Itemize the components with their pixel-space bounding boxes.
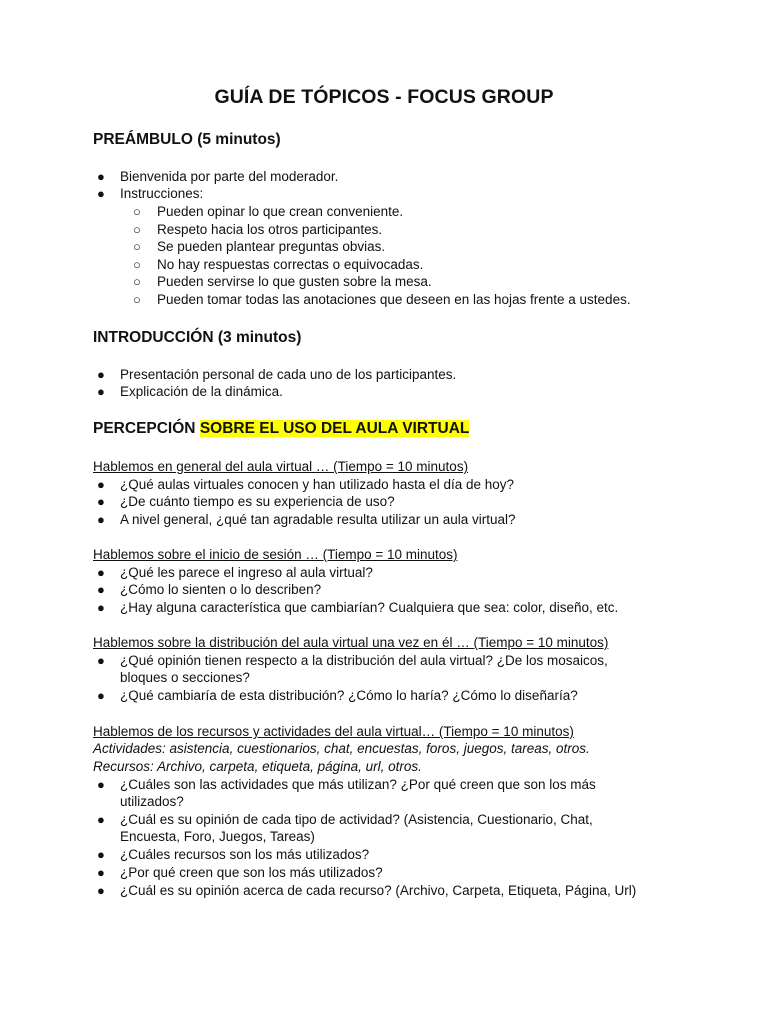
question-item: ¿Qué aulas virtuales conocen y han utilizado hasta el día de hoy? bbox=[120, 477, 514, 492]
bullet-icon: ● bbox=[97, 582, 105, 597]
bullet-icon: ● bbox=[97, 169, 105, 184]
subsection-heading: Hablemos de los recursos y actividades del aula virtual… (Tiempo = 10 minutos) bbox=[93, 724, 574, 739]
page-title: GUÍA DE TÓPICOS - FOCUS GROUP bbox=[214, 86, 554, 108]
bullet-icon: ● bbox=[97, 865, 105, 880]
bullet-icon: ● bbox=[97, 883, 105, 898]
subbullet-icon: ○ bbox=[133, 257, 141, 272]
sub-list-item: Se pueden plantear preguntas obvias. bbox=[157, 239, 386, 254]
list-item: Instrucciones: bbox=[120, 186, 204, 201]
subsection-heading: Hablemos en general del aula virtual … (Tiempo = 10 minutos) bbox=[93, 459, 469, 474]
subsection-heading: Hablemos sobre la distribución del aula virtual una vez en él … (Tiempo = 10 minutos) bbox=[93, 635, 609, 650]
subbullet-icon: ○ bbox=[133, 222, 141, 237]
question-item: ¿Cuál es su opinión acerca de cada recurso? (Archivo, Carpeta, Etiqueta, Página, Url) bbox=[120, 883, 637, 898]
question-item: ¿Qué opinión tienen respecto a la distribución del aula virtual? ¿De los mosaicos, bbox=[120, 653, 608, 668]
question-item-continuation: bloques o secciones? bbox=[120, 670, 250, 685]
list-item: Presentación personal de cada uno de los participantes. bbox=[120, 367, 457, 382]
sub-list-item: Pueden opinar lo que crean conveniente. bbox=[157, 204, 404, 219]
list-item: Bienvenida por parte del moderador. bbox=[120, 169, 339, 184]
question-item: ¿Qué les parece el ingreso al aula virtual? bbox=[120, 565, 373, 580]
sub-list-item: Respeto hacia los otros participantes. bbox=[157, 222, 383, 237]
sub-list-item: Pueden tomar todas las anotaciones que deseen en las hojas frente a ustedes. bbox=[157, 292, 631, 307]
sub-list-item: No hay respuestas correctas o equivocadas. bbox=[157, 257, 424, 272]
heading-text: PERCEPCIÓN bbox=[93, 420, 200, 437]
activities-note: Actividades: asistencia, cuestionarios, chat, encuestas, foros, juegos, tareas, otros. bbox=[93, 741, 590, 756]
bullet-icon: ● bbox=[97, 477, 105, 492]
bullet-icon: ● bbox=[97, 653, 105, 668]
section-heading-introduccion: INTRODUCCIÓN (3 minutos) bbox=[93, 329, 302, 346]
subbullet-icon: ○ bbox=[133, 204, 141, 219]
subbullet-icon: ○ bbox=[133, 239, 141, 254]
question-item: ¿Hay alguna característica que cambiarían? Cualquiera que sea: color, diseño, etc. bbox=[120, 600, 619, 615]
subbullet-icon: ○ bbox=[133, 292, 141, 307]
bullet-icon: ● bbox=[97, 565, 105, 580]
bullet-icon: ● bbox=[97, 847, 105, 862]
bullet-icon: ● bbox=[97, 777, 105, 792]
bullet-icon: ● bbox=[97, 186, 105, 201]
subsection-heading: Hablemos sobre el inicio de sesión … (Tiempo = 10 minutos) bbox=[93, 547, 458, 562]
question-item-continuation: Encuesta, Foro, Juegos, Tareas) bbox=[120, 829, 315, 844]
sub-list-item: Pueden servirse lo que gusten sobre la mesa. bbox=[157, 274, 432, 289]
list-item: Explicación de la dinámica. bbox=[120, 384, 283, 399]
bullet-icon: ● bbox=[97, 600, 105, 615]
question-item: ¿Cómo lo sienten o lo describen? bbox=[120, 582, 322, 597]
bullet-icon: ● bbox=[97, 812, 105, 827]
bullet-icon: ● bbox=[97, 367, 105, 382]
question-item: ¿Cuáles recursos son los más utilizados? bbox=[120, 847, 370, 862]
question-item-continuation: utilizados? bbox=[120, 794, 184, 809]
highlighted-heading-text: SOBRE EL USO DEL AULA VIRTUAL bbox=[199, 420, 470, 437]
bullet-icon: ● bbox=[97, 494, 105, 509]
question-item: ¿De cuánto tiempo es su experiencia de uso? bbox=[120, 494, 395, 509]
question-item: A nivel general, ¿qué tan agradable resulta utilizar un aula virtual? bbox=[120, 512, 516, 527]
bullet-icon: ● bbox=[97, 512, 105, 527]
section-heading-percepcion bbox=[93, 420, 469, 438]
section-heading-preambulo: PREÁMBULO (5 minutos) bbox=[93, 131, 281, 148]
bullet-icon: ● bbox=[97, 688, 105, 703]
question-item: ¿Qué cambiaría de esta distribución? ¿Cómo lo haría? ¿Cómo lo diseñaría? bbox=[120, 688, 578, 703]
question-item: ¿Cuál es su opinión de cada tipo de actividad? (Asistencia, Cuestionario, Chat, bbox=[120, 812, 593, 827]
question-item: ¿Cuáles son las actividades que más utilizan? ¿Por qué creen que son los más bbox=[120, 777, 596, 792]
question-item: ¿Por qué creen que son los más utilizados? bbox=[120, 865, 383, 880]
subbullet-icon: ○ bbox=[133, 274, 141, 289]
bullet-icon: ● bbox=[97, 384, 105, 399]
resources-note: Recursos: Archivo, carpeta, etiqueta, página, url, otros. bbox=[93, 759, 422, 774]
